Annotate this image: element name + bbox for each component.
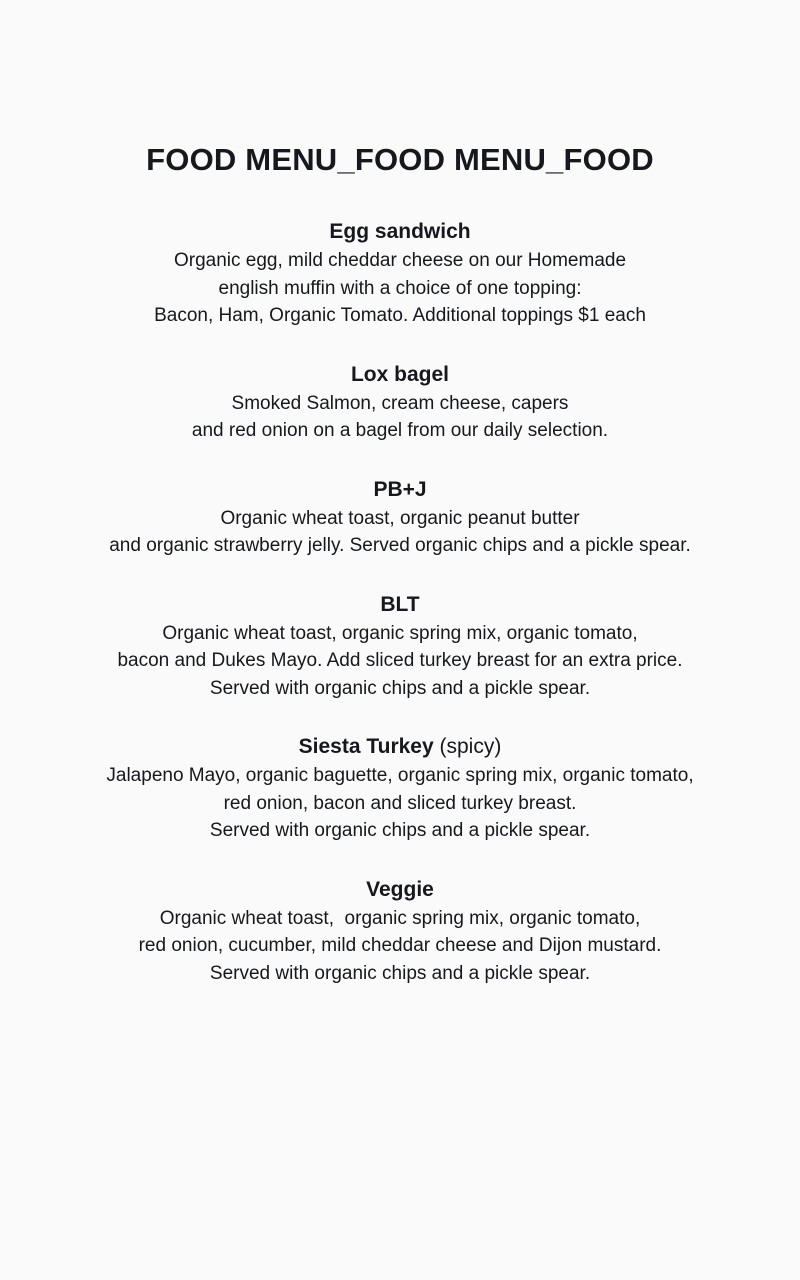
menu-section-siesta-turkey <box>0 732 800 845</box>
item-description-line: english muffin with a choice of one topping: <box>218 277 582 299</box>
menu-section-pbj <box>0 475 800 560</box>
item-name-lox-bagel <box>0 360 800 390</box>
item-description-line: Organic egg, mild cheddar cheese on our Homemade <box>173 250 627 271</box>
item-name-egg-sandwich <box>0 217 800 247</box>
item-qualifier-spicy: (spicy) <box>433 735 502 758</box>
item-description-line: Organic wheat toast, organic peanut butter <box>220 507 580 529</box>
item-description-line: Bacon, Ham, Organic Tomato. Additional toppings $1 each <box>154 305 646 326</box>
item-name-siesta-turkey <box>0 732 800 762</box>
menu-section-egg-sandwich <box>0 217 800 330</box>
item-name-text: Veggie <box>366 877 434 901</box>
item-name-text: Lox bagel <box>350 362 450 386</box>
item-description-line: Organic wheat toast, organic spring mix, organic tomato, <box>159 907 641 929</box>
item-description-line: Served with organic chips and a pickle spear. <box>209 820 591 841</box>
item-name-text: PB+J <box>373 477 427 501</box>
item-description-line: red onion, cucumber, mild cheddar cheese and Dijon mustard. <box>138 935 662 956</box>
item-description-line: Served with organic chips and a pickle spear. <box>209 677 591 699</box>
menu-section-lox-bagel <box>0 360 800 445</box>
item-name-pbj <box>0 475 800 505</box>
item-description-line: bacon and Dukes Mayo. Add sliced turkey breast for an extra price. <box>117 650 683 671</box>
menu-section-veggie <box>0 875 800 988</box>
item-name-veggie <box>0 875 800 905</box>
item-description-line: Served with organic chips and a pickle spear. <box>209 962 591 984</box>
item-description-line: Organic wheat toast, organic spring mix, organic tomato, <box>162 622 638 644</box>
item-description-line: red onion, bacon and sliced turkey breast. <box>223 792 577 814</box>
item-name-text: Siesta Turkey <box>298 735 434 758</box>
item-description-line: and red onion on a bagel from our daily selection. <box>191 420 609 441</box>
item-description-line: Jalapeno Mayo, organic baguette, organic spring mix, organic tomato, <box>106 765 694 786</box>
item-name-text: Egg sandwich <box>329 220 471 243</box>
item-name-text: BLT <box>380 592 420 616</box>
menu-section-blt <box>0 590 800 703</box>
item-name-blt <box>0 590 800 620</box>
item-description-line: and organic strawberry jelly. Served organic chips and a pickle spear. <box>109 535 691 556</box>
page-title: FOOD MENU_FOOD MENU_FOOD <box>146 142 654 177</box>
item-description-line: Smoked Salmon, cream cheese, capers <box>231 392 569 414</box>
